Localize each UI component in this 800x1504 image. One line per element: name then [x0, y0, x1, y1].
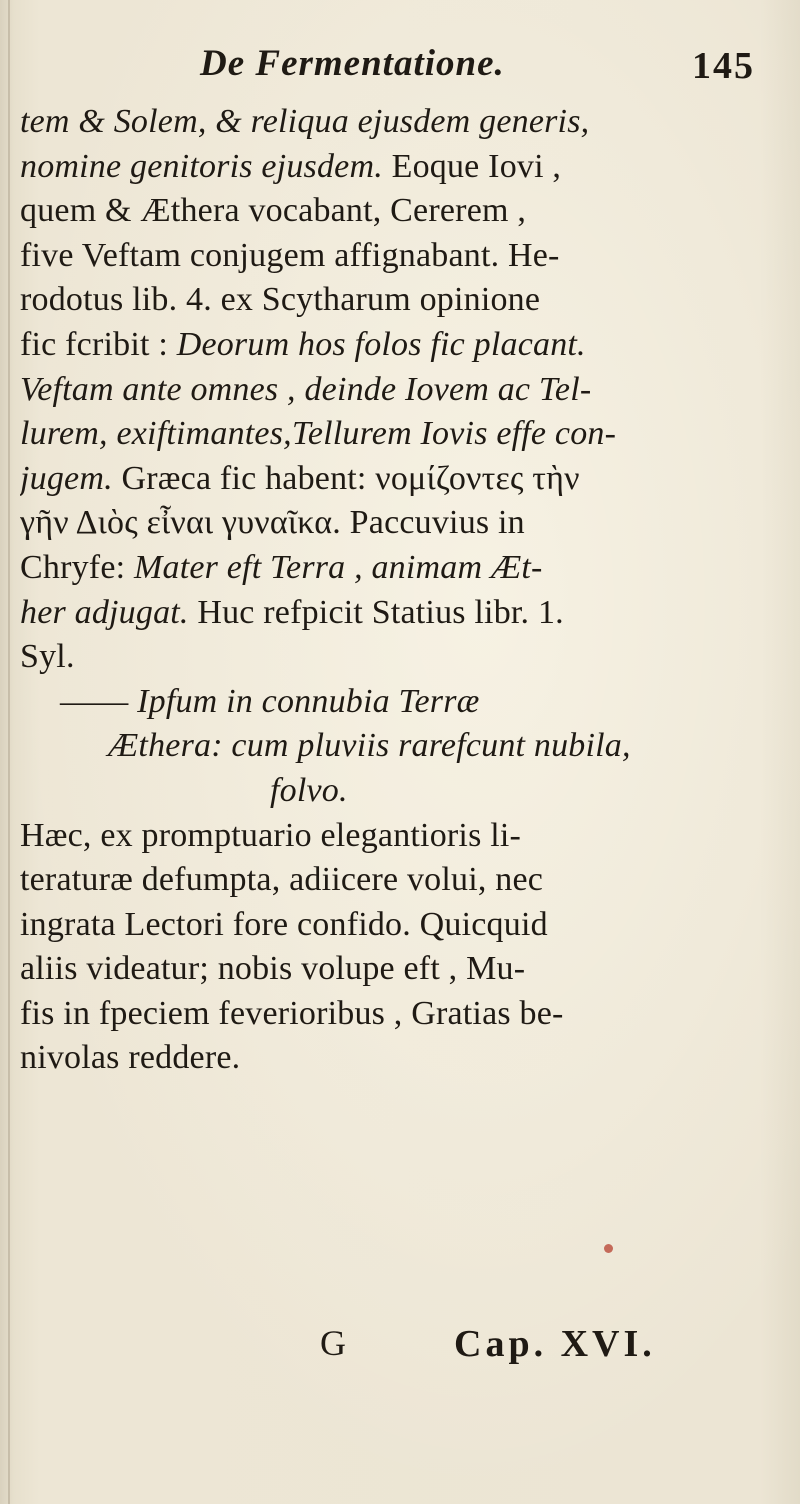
- text-line: [20, 724, 790, 769]
- roman-segment: Huc refpicit Statius libr. 1.: [188, 593, 564, 631]
- text-line: [20, 814, 790, 859]
- roman-segment: fis in fpeciem feverioribus , Gratias be-: [20, 994, 564, 1032]
- italic-segment: Veftam ante omnes , deinde Iovem ac Tel-: [20, 370, 592, 408]
- ink-speck: [604, 1244, 613, 1253]
- roman-segment: Græca fic habent: νομίζοντες τὴν: [112, 459, 580, 497]
- roman-segment: Chryfe:: [20, 548, 134, 586]
- roman-segment: nivolas reddere.: [20, 1039, 241, 1077]
- text-line: [20, 100, 790, 145]
- text-line: [20, 858, 790, 903]
- roman-segment: Eoque Iovi ,: [382, 147, 562, 185]
- roman-segment: Hæc, ex promptuario elegantioris li-: [20, 816, 522, 854]
- roman-segment: rodotus lib. 4. ex Scytharum opinione: [20, 281, 541, 319]
- text-line: [20, 501, 790, 546]
- text-line: [20, 323, 790, 368]
- page-number: 145: [692, 45, 755, 87]
- text-line: [20, 591, 790, 636]
- italic-segment: her adjugat.: [20, 593, 189, 631]
- italic-segment: lurem, exiftimantes,Tellurem Iovis effe con-: [20, 415, 617, 453]
- italic-segment: Deorum hos folos fic placant.: [176, 325, 586, 363]
- body-text: [20, 100, 790, 1081]
- text-line: [20, 1036, 790, 1081]
- text-line: [20, 903, 790, 948]
- roman-segment: ——: [60, 682, 138, 720]
- text-line: [20, 412, 790, 457]
- roman-segment: ingrata Lectori fore confido. Quicquid: [20, 905, 548, 943]
- text-line: [20, 546, 790, 591]
- running-title: De Fermentatione.: [200, 43, 505, 84]
- signature-mark: G: [320, 1323, 346, 1363]
- roman-segment: teraturæ defumpta, adiicere volui, nec: [20, 861, 544, 899]
- text-line: [20, 368, 790, 413]
- catchword: Cap. XVI.: [454, 1323, 656, 1365]
- text-line: [20, 234, 790, 279]
- text-line: [20, 992, 790, 1037]
- text-line: [20, 457, 790, 502]
- italic-segment: folvo.: [270, 771, 348, 809]
- italic-segment: Æthera: cum pluviis rarefcunt nubila,: [108, 727, 631, 765]
- text-line: [20, 278, 790, 323]
- roman-segment: fic fcribit :: [20, 325, 177, 363]
- italic-segment: Ipfum in connubia Terræ: [137, 682, 480, 720]
- binding-edge: [8, 0, 10, 1504]
- text-line: [20, 635, 790, 680]
- roman-segment: aliis videatur; nobis volupe eft , Mu-: [20, 950, 526, 988]
- roman-segment: quem & Æthera vocabant, Cererem ,: [20, 192, 527, 230]
- text-line: [20, 145, 790, 190]
- text-line: [20, 769, 790, 814]
- roman-segment: Syl.: [20, 638, 75, 676]
- italic-segment: jugem.: [20, 459, 113, 497]
- roman-segment: five Veftam conjugem affignabant. He-: [20, 236, 560, 274]
- page-footer: [0, 1322, 800, 1382]
- text-line: [20, 189, 790, 234]
- roman-segment: γῆν Διὸς εἶναι γυναῖκα. Paccuvius in: [20, 504, 525, 542]
- italic-segment: tem & Solem, & reliqua ejusdem generis,: [20, 103, 590, 140]
- italic-segment: Mater eft Terra , animam Æt-: [133, 548, 543, 586]
- italic-segment: nomine genitoris ejusdem.: [20, 147, 383, 185]
- text-line: [20, 680, 790, 725]
- text-line: [20, 947, 790, 992]
